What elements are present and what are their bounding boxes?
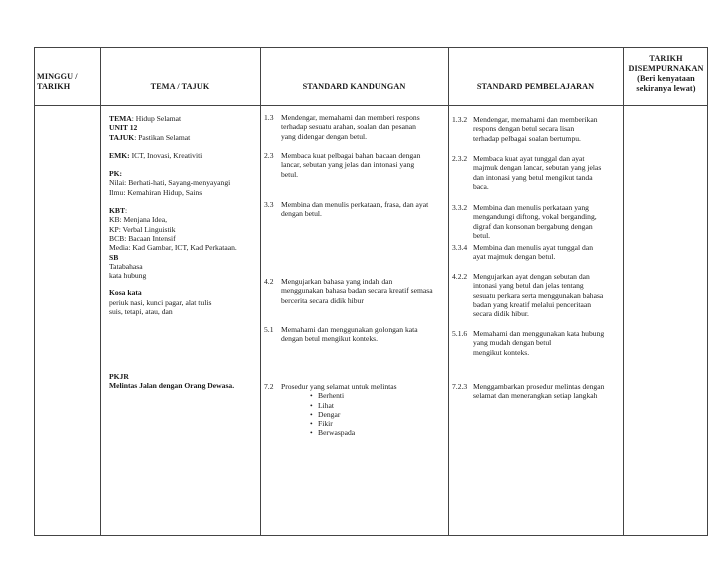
- learning-standard-line: Menggambarkan prosedur melintas dengan: [473, 382, 605, 391]
- learning-standard-number: 7.2.3: [452, 382, 468, 391]
- crossing-steps-list: [309, 391, 397, 437]
- content-standard-line: lancar, sebutan yang jelas dan intonasi yang: [281, 160, 415, 170]
- crossing-step: • Fikir: [309, 419, 397, 428]
- learning-standard-line: selamat dan menerangkan setiap langkah: [473, 391, 598, 401]
- header-learning-standard-label: STANDARD PEMBELAJARAN: [476, 82, 595, 91]
- content-standard-number: 5.1: [264, 325, 274, 334]
- pkjr-label: PKJR: [109, 372, 129, 381]
- learning-standard-line: baca.: [473, 181, 489, 191]
- crossing-step: • Berhenti: [309, 391, 397, 400]
- pkjr-title: Melintas Jalan dengan Orang Dewasa.: [109, 381, 235, 391]
- content-standard-line: Mendengar, memahami dan memberi respons: [281, 113, 420, 122]
- content-standard-line: menggunakan bahasa badan secara kreatif semasa: [281, 286, 433, 296]
- column-divider: [623, 48, 624, 535]
- learning-standard-line: mengandungi diftong, vokal berganding,: [473, 212, 597, 222]
- content-standard-line: Membaca kuat pelbagai bahan bacaan dengan: [281, 151, 421, 160]
- content-standard-line: dengan betul mengikut konteks.: [281, 334, 379, 344]
- learning-standard-line: Membina dan menulis perkataan yang: [473, 203, 589, 212]
- content-standard-line: Membina dan menulis perkataan, frasa, dan ayat: [281, 200, 429, 209]
- header-theme: [100, 82, 260, 92]
- pk-line: Nilai: Berhati-hati, Sayang-menyayangi: [109, 178, 231, 188]
- kosa-line: periuk nasi, kunci pagar, alat tulis: [109, 297, 212, 307]
- learning-standard-number: 1.3.2: [452, 115, 468, 124]
- sb-line: kata hubung: [109, 271, 147, 281]
- learning-standard-line: Memahami dan menggunakan kata hubung: [473, 329, 605, 338]
- content-standard-number: 4.2: [264, 277, 274, 286]
- content-standard-line: bercerita secara didik hibur: [281, 295, 364, 305]
- content-standard-line: yang didengar dengan betul.: [281, 131, 368, 141]
- content-standard-line: Mengujarkan bahasa yang indah dan: [281, 277, 393, 286]
- header-theme-label: TEMA / TAJUK: [150, 82, 210, 91]
- learning-standard-line: terhadap pelbagai soalan bertumpu.: [473, 133, 581, 143]
- header-content-standard-label: STANDARD KANDUNGAN: [302, 82, 406, 91]
- emk-line: EMK: ICT, Inovasi, Kreativiti: [109, 150, 203, 160]
- learning-standard-number: 2.3.2: [452, 154, 468, 163]
- learning-standard-line: dan intonasi yang betul mengikut tanda: [473, 172, 593, 182]
- learning-standard-line: majmuk dengan lancar, sebutan yang jelas: [473, 163, 602, 173]
- lesson-plan-table: [34, 47, 708, 536]
- learning-standard-line: Membaca kuat ayat tunggal dan ayat: [473, 154, 585, 163]
- learning-standard-line: Membina dan menulis ayat tunggal dan: [473, 243, 593, 252]
- content-standard-line: terhadap sesuatu arahan, soalan dan pesanan: [281, 122, 416, 132]
- content-standard-number: 7.2: [264, 382, 274, 391]
- content-standard-line: Memahami dan menggunakan golongan kata: [281, 325, 418, 334]
- pk-label: PK:: [109, 169, 123, 179]
- content-standard-number: 3.3: [264, 200, 274, 209]
- header-learning-standard: [448, 82, 623, 92]
- kosa-label: Kosa kata: [109, 288, 142, 298]
- learning-standard-line: Mengujarkan ayat dengan sebutan dan: [473, 272, 590, 281]
- learning-standard-line: betul.: [473, 230, 491, 240]
- learning-standard-line: ayat majmuk dengan betul.: [473, 252, 556, 262]
- learning-standard-line: respons dengan betul secara lisan: [473, 124, 575, 134]
- kosa-line: suis, tetapi, atau, dan: [109, 307, 173, 317]
- learning-standard-line: badan yang kreatif melalui penceritaan: [473, 299, 592, 309]
- header-week-label: MINGGU / TARIKH: [37, 72, 78, 91]
- header-divider: [35, 105, 707, 106]
- kbt-line: Media: Kad Gambar, ICT, Kad Perkataan.: [109, 243, 237, 253]
- unit-line: UNIT 12: [109, 123, 138, 133]
- column-divider: [260, 48, 261, 535]
- pkjr-cell: [109, 372, 259, 391]
- learning-standard-line: yang mudah dengan betul: [473, 338, 552, 348]
- learning-standard-line: Mendengar, memahami dan memberikan: [473, 115, 598, 124]
- header-content-standard: [260, 82, 448, 92]
- column-divider: [100, 48, 101, 535]
- sb-line: Tatabahasa: [109, 261, 143, 271]
- content-standard-line: betul.: [281, 169, 299, 179]
- learning-standard-line: secara didik hibur.: [473, 309, 529, 319]
- learning-standard-line: mengikut konteks.: [473, 347, 530, 357]
- pk-line: Ilmu: Kemahiran Hidup, Sains: [109, 187, 203, 197]
- title-line: TAJUK: Pastikan Selamat: [109, 132, 191, 142]
- kbt-line: KP: Verbal Linguistik: [109, 224, 176, 234]
- content-standard-number: 1.3: [264, 113, 274, 122]
- learning-standard-number: 3.3.4: [452, 243, 468, 252]
- column-divider: [448, 48, 449, 535]
- learning-standard-number: 4.2.2: [452, 272, 468, 281]
- header-week: [35, 72, 100, 92]
- learning-standard-number: 5.1.6: [452, 329, 468, 338]
- theme-cell: [109, 114, 259, 316]
- header-completion-date-label: TARIKH DISEMPURNAKAN (Beri kenyataan sekiranya lewat): [628, 54, 704, 93]
- header-completion-date: [625, 54, 707, 94]
- learning-standard-line: intonasi yang betul dan jelas tentang: [473, 281, 584, 291]
- learning-standard-line: sesuatu perkara serta menggunakan bahasa: [473, 290, 604, 300]
- crossing-step: • Berwaspada: [309, 428, 397, 437]
- crossing-step: • Dengar: [309, 410, 397, 419]
- kbt-line: BCB: Bacaan Intensif: [109, 233, 176, 243]
- learning-standard-number: 3.3.2: [452, 203, 468, 212]
- crossing-step: • Lihat: [309, 401, 397, 410]
- theme-line: TEMA: Hidup Selamat: [109, 114, 182, 123]
- content-standard-number: 2.3: [264, 151, 274, 160]
- kbt-line: KB: Menjana Idea,: [109, 215, 167, 225]
- sb-label: SB: [109, 252, 119, 262]
- content-standard-line: dengan betul.: [281, 209, 322, 219]
- kbt-label: KBT:: [109, 206, 128, 216]
- content-standard-line: Prosedur yang selamat untuk melintas: [281, 382, 397, 391]
- learning-standard-line: digraf dan konsonan bergabung dengan: [473, 221, 593, 231]
